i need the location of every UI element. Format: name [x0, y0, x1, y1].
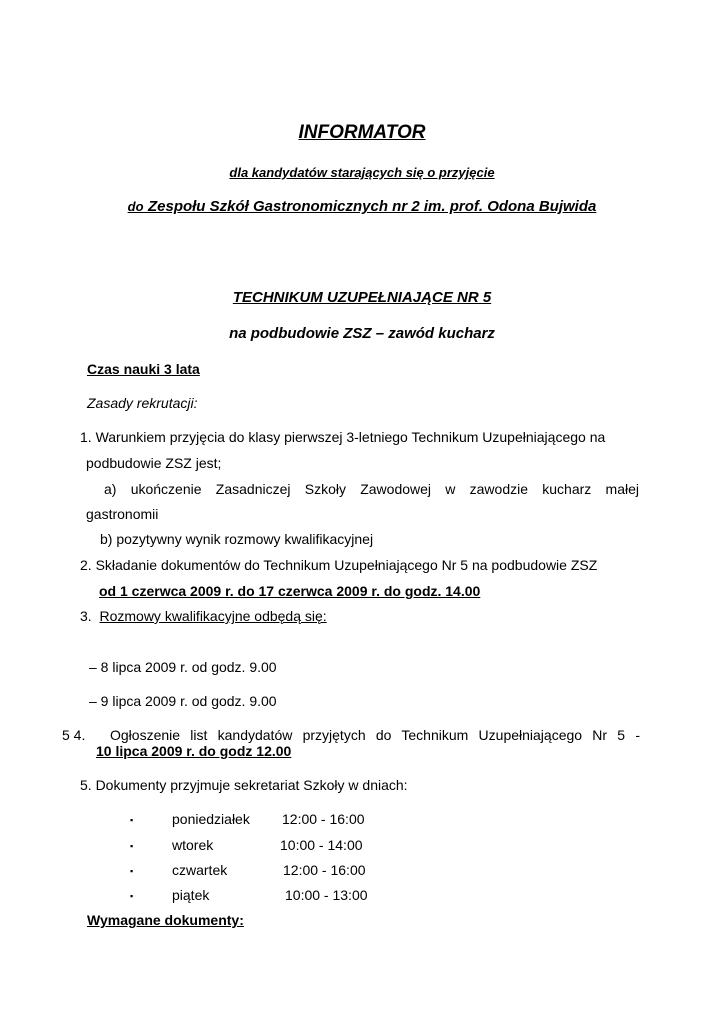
- school-name: Zespołu Szkół Gastronomicznych nr 2 im. prof. Odona Bujwida: [147, 198, 597, 215]
- item1a-line1: a) ukończenie Zasadniczej Szkoły Zawodowej w zawodzie kucharz małej: [104, 481, 639, 497]
- schedule-hours: 12:00 - 16:00: [282, 811, 365, 827]
- item4-line1: Ogłoszenie list kandydatów przyjętych do Technikum Uzupełniającego Nr 5 -: [110, 727, 640, 743]
- item1a-line2: gastronomii: [86, 506, 159, 522]
- schedule-hours: 10:00 - 13:00: [285, 887, 368, 903]
- item2-date: od 1 czerwca 2009 r. do 17 czerwca 2009 r. do godz. 14.00: [99, 583, 481, 599]
- item1-line1: 1. Warunkiem przyjęcia do klasy pierwszej 3-letniego Technikum Uzupełniającego na: [80, 429, 606, 445]
- item4-date: 10 lipca 2009 r. do godz 12.00: [96, 743, 292, 759]
- school-prefix: do: [127, 199, 144, 214]
- schedule-hours: 10:00 - 14:00: [280, 837, 363, 853]
- item2-line1: 2. Składanie dokumentów do Technikum Uzupełniającego Nr 5 na podbudowie ZSZ: [80, 557, 598, 573]
- document-title: INFORMATOR: [298, 122, 426, 143]
- required-documents-heading: Wymagane dokumenty:: [87, 912, 244, 928]
- interview-date-1: – 8 lipca 2009 r. od godz. 9.00: [89, 659, 277, 675]
- bullet-icon: ▪: [130, 866, 134, 876]
- schedule-day: wtorek: [172, 837, 214, 853]
- bullet-icon: ▪: [130, 815, 134, 825]
- item1b: b) pozytywny wynik rozmowy kwalifikacyjnej: [100, 531, 374, 547]
- section-heading: TECHNIKUM UZUPEŁNIAJĄCE NR 5: [232, 289, 492, 306]
- rules-label: Zasady rekrutacji:: [87, 395, 198, 411]
- school-line: [0, 198, 724, 216]
- item4-prefix: 5 4.: [62, 727, 86, 743]
- item1-line2: podbudowie ZSZ jest;: [86, 455, 222, 471]
- schedule-day: czwartek: [172, 862, 228, 878]
- item3-text: Rozmowy kwalifikacyjne odbędą się:: [99, 608, 327, 624]
- study-duration: Czas nauki 3 lata: [87, 361, 200, 377]
- document-subtitle: dla kandydatów starających się o przyjęcie: [229, 165, 495, 180]
- schedule-hours: 12:00 - 16:00: [283, 862, 366, 878]
- item3-number: 3.: [80, 608, 92, 624]
- item3: [80, 608, 327, 624]
- bullet-icon: ▪: [130, 891, 134, 901]
- section-subheading: na podbudowie ZSZ – zawód kucharz: [229, 325, 495, 342]
- item5: 5. Dokumenty przyjmuje sekretariat Szkoły w dniach:: [80, 777, 408, 793]
- schedule-day: poniedziałek: [172, 811, 250, 827]
- bullet-icon: ▪: [130, 841, 134, 851]
- schedule-day: piątek: [172, 887, 210, 903]
- interview-date-2: – 9 lipca 2009 r. od godz. 9.00: [89, 693, 277, 709]
